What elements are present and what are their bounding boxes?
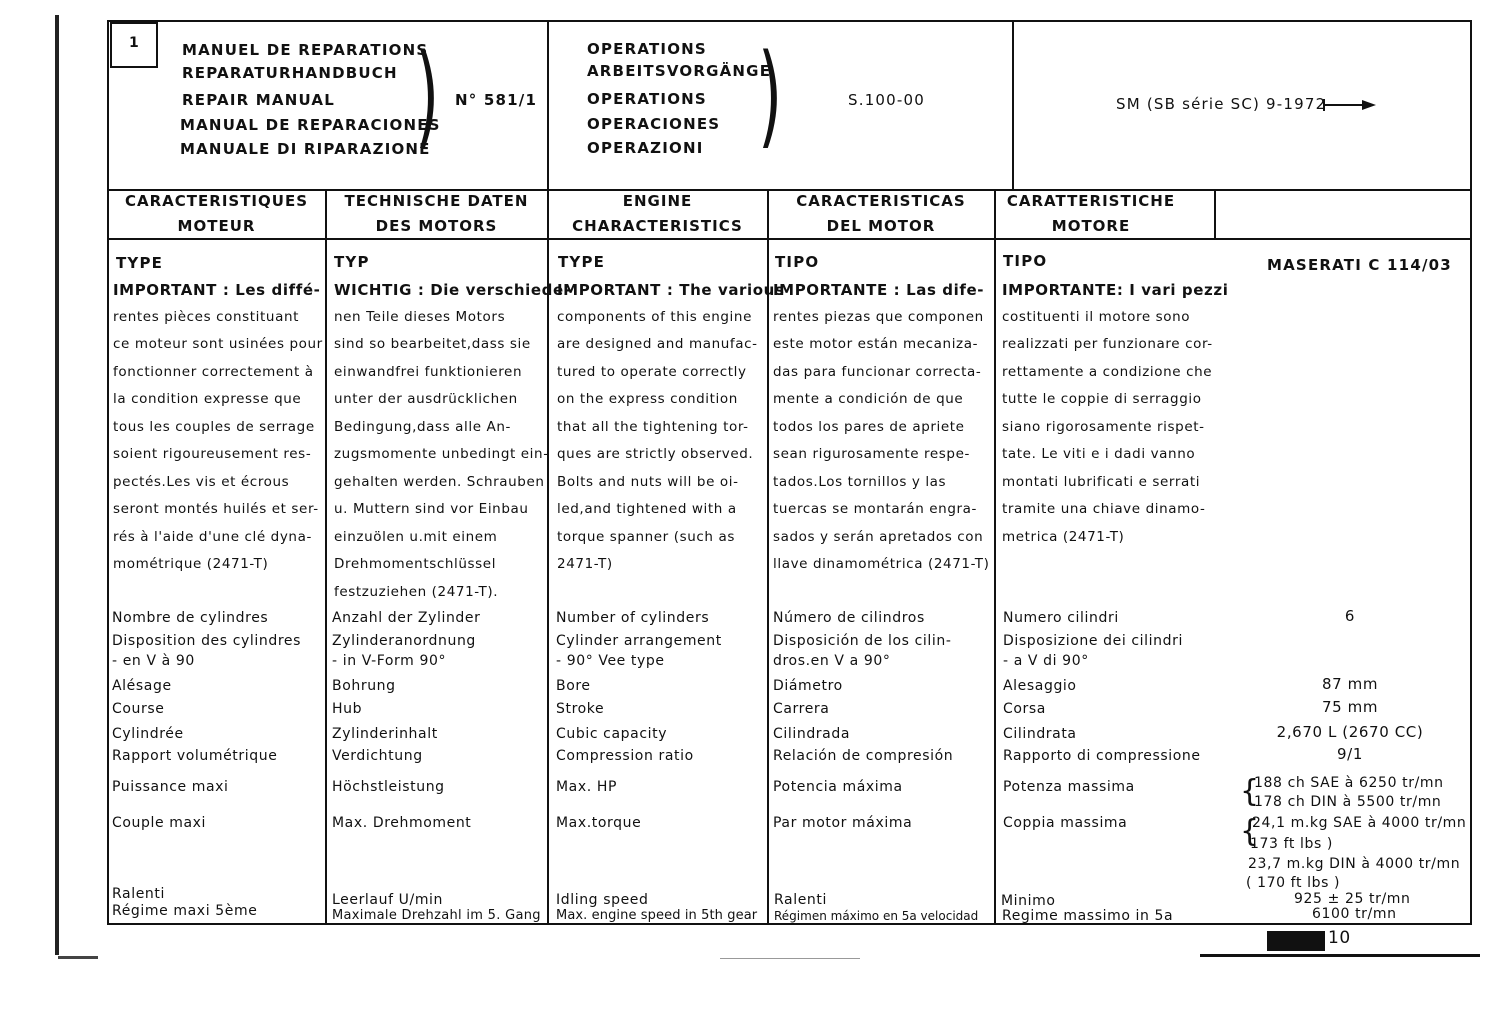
note-line: soient rigoureusement res- bbox=[113, 446, 312, 462]
spec-label-es: dros.en V a 90° bbox=[773, 653, 891, 669]
colhead-en-2: CHARACTERISTICS bbox=[572, 217, 743, 235]
max5-label-it: Regime massimo in 5a bbox=[1002, 908, 1174, 924]
note-line: einzuölen u.mit einem bbox=[334, 528, 498, 545]
arrow-right-icon bbox=[1322, 97, 1378, 113]
operations-title-fr: OPERATIONS bbox=[587, 40, 707, 58]
brace: ) bbox=[415, 29, 440, 161]
spec-label-es: Potencia máxima bbox=[773, 779, 903, 795]
page-number: 10 bbox=[1328, 928, 1351, 948]
note-line: are designed and manufac- bbox=[557, 336, 758, 352]
brace: ) bbox=[758, 29, 783, 161]
manual-title-it: MANUALE DI RIPARAZIONE bbox=[180, 140, 431, 158]
manual-title-fr: MANUEL DE REPARATIONS bbox=[182, 41, 429, 59]
note-line: pectés.Les vis et écrous bbox=[113, 473, 290, 490]
operations-title-es: OPERACIONES bbox=[587, 115, 721, 133]
spec-label-de: Verdichtung bbox=[332, 748, 423, 764]
note-line: tous les couples de serrage bbox=[113, 418, 315, 435]
colhead-it-2: MOTORE bbox=[1051, 217, 1131, 235]
torque-value-sae-ftlbs: 173 ft lbs ) bbox=[1250, 836, 1333, 852]
note-line: fonctionner correctement à bbox=[113, 363, 314, 380]
note-line: sind so bearbeitet,dass sie bbox=[334, 336, 531, 352]
brace: { bbox=[1240, 774, 1260, 809]
spec-label-de: Bohrung bbox=[332, 678, 396, 694]
note-line: llave dinamométrica (2471-T) bbox=[773, 556, 990, 572]
spec-label-es: Carrera bbox=[773, 701, 830, 717]
brace: { bbox=[1240, 814, 1260, 849]
header-divider bbox=[107, 189, 1472, 191]
note-line: IMPORTANT : Les diffé- bbox=[113, 281, 321, 299]
note-line: sados y serán apretados con bbox=[773, 528, 984, 545]
idle-label-de: Leerlauf U/min bbox=[332, 892, 444, 908]
note-line: zugsmomente unbedingt ein- bbox=[334, 446, 549, 462]
note-line: festzuziehen (2471-T). bbox=[334, 583, 499, 600]
spec-label-en: Stroke bbox=[556, 701, 605, 717]
note-line: todos los pares de apriete bbox=[773, 418, 965, 435]
note-line: Bedingung,dass alle An- bbox=[334, 418, 512, 435]
idle-label-fr: Ralenti bbox=[112, 886, 165, 902]
note-line: realizzati per funzionare cor- bbox=[1002, 336, 1213, 352]
model-applicability: SM (SB série SC) 9-1972 bbox=[1116, 95, 1327, 113]
note-line: montati lubrificati e serrati bbox=[1002, 473, 1201, 490]
spec-label-it: Cilindrata bbox=[1003, 726, 1077, 742]
scan-mark bbox=[720, 958, 860, 959]
scan-mark bbox=[58, 956, 98, 959]
note-line: siano rigorosamente rispet- bbox=[1002, 418, 1205, 435]
operations-title-it: OPERAZIONI bbox=[587, 139, 704, 157]
note-line: tutte le coppie di serraggio bbox=[1002, 391, 1202, 407]
spec-label-it: Rapporto di compressione bbox=[1003, 748, 1201, 764]
torque-value-din: 23,7 m.kg DIN à 4000 tr/mn bbox=[1248, 856, 1461, 872]
spec-label-it: Coppia massima bbox=[1003, 815, 1128, 831]
note-line: tados.Los tornillos y las bbox=[773, 473, 947, 490]
operations-title-en: OPERATIONS bbox=[587, 90, 707, 108]
spec-value: 9/1 bbox=[1337, 745, 1363, 763]
engine-type-value: MASERATI C 114/03 bbox=[1267, 256, 1452, 274]
note-line: tured to operate correctly bbox=[557, 363, 747, 380]
note-line: IMPORTANTE: I vari pezzi bbox=[1002, 281, 1229, 299]
spec-label-fr: Alésage bbox=[112, 678, 172, 694]
colhead-en-1: ENGINE bbox=[622, 192, 693, 210]
note-line: gehalten werden. Schrauben bbox=[334, 473, 545, 490]
colhead-de-2: DES MOTORS bbox=[375, 217, 498, 235]
spec-value: 6 bbox=[1344, 607, 1356, 625]
spec-label-en: - 90° Vee type bbox=[556, 653, 665, 669]
note-line: led,and tightened with a bbox=[557, 501, 737, 517]
note-line: tuercas se montarán engra- bbox=[773, 501, 977, 517]
spec-label-de: Max. Drehmoment bbox=[332, 815, 472, 831]
spec-label-en: Cubic capacity bbox=[556, 726, 668, 742]
note-line: 2471-T) bbox=[557, 556, 613, 572]
scan-edge bbox=[55, 15, 59, 955]
spec-label-fr: Cylindrée bbox=[112, 726, 184, 742]
note-line: seront montés huilés et ser- bbox=[113, 501, 319, 517]
type-heading-es: TIPO bbox=[775, 253, 820, 271]
manual-title-de: REPARATURHANDBUCH bbox=[182, 64, 398, 82]
max5-label-fr: Régime maxi 5ème bbox=[112, 903, 258, 919]
idle-label-en: Idling speed bbox=[556, 892, 649, 908]
spec-value: 2,670 L (2670 CC) bbox=[1276, 723, 1424, 741]
spec-label-fr: Nombre de cylindres bbox=[112, 610, 269, 626]
spec-label-fr: - en V à 90 bbox=[112, 653, 195, 669]
note-line: IMPORTANTE : Las dife- bbox=[773, 281, 985, 299]
type-heading-en: TYPE bbox=[558, 253, 606, 271]
note-line: rés à l'aide d'une clé dyna- bbox=[113, 528, 312, 545]
power-value-din: 178 ch DIN à 5500 tr/mn bbox=[1254, 794, 1442, 810]
note-line: rentes piezas que componen bbox=[773, 308, 984, 325]
spec-label-es: Número de cilindros bbox=[773, 610, 925, 626]
operations-title-de: ARBEITSVORGÄNGE bbox=[587, 62, 772, 80]
spec-label-it: Potenza massima bbox=[1003, 779, 1135, 795]
spec-label-es: Diámetro bbox=[773, 678, 843, 694]
col-divider-1 bbox=[325, 190, 327, 925]
spec-label-en: Compression ratio bbox=[556, 748, 694, 764]
torque-value-sae: 24,1 m.kg SAE à 4000 tr/mn bbox=[1252, 815, 1467, 831]
max5-value: 6100 tr/mn bbox=[1312, 906, 1397, 922]
idle-value: 925 ± 25 tr/mn bbox=[1294, 891, 1411, 907]
note-line: on the express condition bbox=[557, 391, 738, 407]
spec-label-de: Höchstleistung bbox=[332, 779, 445, 795]
spec-label-en: Number of cylinders bbox=[556, 610, 710, 626]
torque-value-din-ftlbs: ( 170 ft lbs ) bbox=[1246, 875, 1341, 891]
spec-label-es: Relación de compresión bbox=[773, 748, 954, 764]
note-line: that all the tightening tor- bbox=[557, 418, 749, 435]
note-line: Bolts and nuts will be oi- bbox=[557, 473, 739, 490]
note-line: das para funcionar correcta- bbox=[773, 363, 982, 380]
spec-label-en: Cylinder arrangement bbox=[556, 633, 722, 649]
spec-label-fr: Rapport volumétrique bbox=[112, 748, 278, 764]
colhead-es-2: DEL MOTOR bbox=[826, 217, 936, 235]
note-line: Drehmomentschlüssel bbox=[334, 556, 497, 572]
colhead-fr-1: CARACTERISTIQUES bbox=[125, 192, 308, 210]
spec-label-es: Cilindrada bbox=[773, 726, 851, 742]
note-line: torque spanner (such as bbox=[557, 528, 735, 545]
manual-number: N° 581/1 bbox=[455, 91, 538, 109]
type-heading-it: TIPO bbox=[1003, 252, 1048, 270]
colhead-fr-2: MOTEUR bbox=[177, 217, 256, 235]
manual-title-en: REPAIR MANUAL bbox=[182, 91, 335, 109]
spec-label-it: Numero cilindri bbox=[1003, 610, 1119, 626]
spec-label-fr: Couple maxi bbox=[112, 815, 207, 831]
note-line: einwandfrei funktionieren bbox=[334, 363, 523, 380]
column-header-divider bbox=[107, 238, 1472, 240]
header-divider-v bbox=[1012, 20, 1014, 190]
type-heading-fr: TYPE bbox=[116, 254, 164, 272]
note-line: tramite una chiave dinamo- bbox=[1002, 501, 1206, 517]
note-line: mométrique (2471-T) bbox=[113, 556, 269, 572]
note-line: nen Teile dieses Motors bbox=[334, 308, 506, 325]
spec-label-en: Bore bbox=[556, 678, 591, 694]
note-line: este motor están mecaniza- bbox=[773, 336, 979, 352]
colhead-de-1: TECHNISCHE DATEN bbox=[344, 192, 529, 210]
max5-label-es: Régimen máximo en 5a velocidad bbox=[774, 909, 979, 923]
spec-label-de: Hub bbox=[332, 701, 363, 717]
spec-label-de: Zylinderinhalt bbox=[332, 726, 438, 742]
col-divider-3 bbox=[767, 190, 769, 925]
redaction-bar bbox=[1267, 931, 1325, 951]
spec-label-it: Alesaggio bbox=[1003, 678, 1077, 694]
col-divider-2 bbox=[547, 20, 549, 925]
idle-label-it: Minimo bbox=[1001, 893, 1056, 909]
note-line: u. Muttern sind vor Einbau bbox=[334, 501, 529, 517]
spec-label-es: Disposición de los cilin- bbox=[773, 633, 952, 649]
spec-label-en: Max.torque bbox=[556, 815, 642, 831]
operation-code: S.100-00 bbox=[848, 91, 926, 109]
note-line: rettamente a condizione che bbox=[1002, 363, 1213, 380]
note-line: costituenti il motore sono bbox=[1002, 308, 1191, 325]
note-line: rentes pièces constituant bbox=[113, 308, 300, 325]
note-line: tate. Le viti e i dadi vanno bbox=[1002, 446, 1196, 462]
spec-label-it: - a V di 90° bbox=[1003, 653, 1089, 669]
power-value-sae: 188 ch SAE à 6250 tr/mn bbox=[1254, 775, 1444, 791]
type-heading-de: TYP bbox=[334, 253, 370, 271]
scan-mark bbox=[1200, 954, 1480, 957]
note-line: la condition expresse que bbox=[113, 391, 302, 407]
note-line: WICHTIG : Die verschiede- bbox=[334, 281, 571, 299]
col-divider-5 bbox=[1214, 190, 1216, 240]
spec-label-it: Corsa bbox=[1003, 701, 1046, 717]
spec-label-es: Par motor máxima bbox=[773, 815, 913, 831]
note-line: mente a condición de que bbox=[773, 391, 964, 407]
idle-label-es: Ralenti bbox=[774, 892, 827, 908]
note-line: ce moteur sont usinées pour bbox=[113, 336, 323, 352]
spec-label-fr: Disposition des cylindres bbox=[112, 633, 301, 649]
col-divider-4 bbox=[994, 190, 996, 925]
note-line: IMPORTANT : The various bbox=[557, 281, 785, 299]
spec-label-fr: Puissance maxi bbox=[112, 779, 229, 795]
max5-label-de: Maximale Drehzahl im 5. Gang bbox=[332, 908, 541, 923]
note-line: metrica (2471-T) bbox=[1002, 528, 1125, 545]
colhead-it-1: CARATTERISTICHE bbox=[1006, 192, 1176, 210]
spec-value: 75 mm bbox=[1321, 698, 1379, 716]
spec-label-de: Zylinderanordnung bbox=[332, 633, 476, 649]
spec-label-fr: Course bbox=[112, 701, 165, 717]
spec-label-de: - in V-Form 90° bbox=[332, 653, 447, 669]
spec-label-en: Max. HP bbox=[556, 779, 618, 795]
note-line: ques are strictly observed. bbox=[557, 446, 754, 462]
max5-label-en: Max. engine speed in 5th gear bbox=[556, 908, 758, 923]
spec-label-de: Anzahl der Zylinder bbox=[332, 610, 481, 626]
colhead-es-1: CARACTERISTICAS bbox=[796, 192, 966, 210]
manual-title-es: MANUAL DE REPARACIONES bbox=[180, 116, 441, 134]
spec-label-it: Disposizione dei cilindri bbox=[1003, 633, 1183, 649]
spec-value: 87 mm bbox=[1321, 675, 1379, 693]
note-line: sean rigurosamente respe- bbox=[773, 446, 970, 462]
note-line: unter der ausdrücklichen bbox=[334, 391, 518, 407]
page-box-number: 1 bbox=[129, 35, 140, 51]
note-line: components of this engine bbox=[557, 308, 752, 325]
